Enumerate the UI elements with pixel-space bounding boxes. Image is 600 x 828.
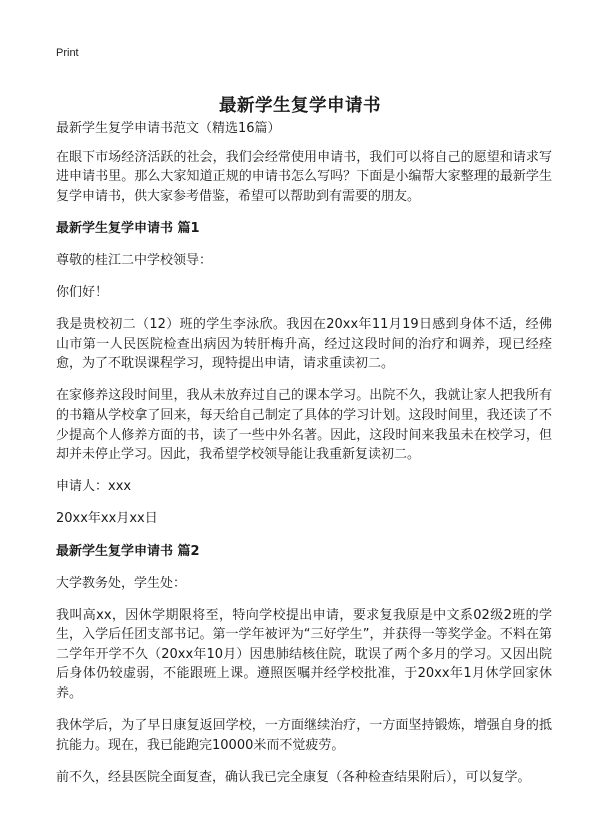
document-subtitle: 最新学生复学申请书范文（精选16篇）: [56, 121, 281, 136]
article-2-salutation: 大学教务处，学生处：: [56, 575, 187, 591]
print-label[interactable]: Print: [56, 47, 79, 59]
document-body: [56, 119, 552, 800]
article-1-applicant: 申请人：xxx: [56, 479, 132, 495]
article-1-paragraph-1: 我是贵校初二（12）班的学生李泳欣。我因在20xx年11月19日感到身体不适，经佛山市第一人民医院检查出病因为转肝梅升高，经过这段时间的治疗和调养，现已经痊愈，为了不耽误课程学习，现特提出申请，请求重读初二。: [56, 317, 552, 372]
article-2-paragraph-2: 我休学后，为了早日康复返回学校，一方面继续治疗，一方面坚持锻炼，增强自身的抵抗能力。现在，我已能跑完10000米而不觉疲劳。: [56, 718, 552, 753]
article-1-heading: 最新学生复学申请书 篇1: [56, 220, 200, 236]
intro-paragraph: 在眼下市场经济活跃的社会，我们会经常使用申请书，我们可以将自己的愿望和请求写进申请书里。那么大家知道正规的申请书怎么写吗？下面是小编帮大家整理的最新学生复学申请书，供大家参考借鉴，希望可以帮助到有需要的朋友。: [56, 149, 552, 204]
article-1: [56, 219, 552, 529]
article-2-heading: 最新学生复学申请书 篇2: [56, 543, 200, 559]
article-2-paragraph-3: 前不久，经县医院全面复查，确认我已完全康复（各种检查结果附后），可以复学。: [56, 769, 531, 785]
article-1-date: 20xx年xx月xx日: [56, 511, 158, 527]
article-2-paragraph-1: 我叫高xx，因休学期限将至，特向学校提出申请，要求复我原是中文系02级2班的学生，入学后任团支部书记。第一学年被评为“三好学生”，并获得一等奖学金。不料在第二学年开学不久（20xx年10月）因患肺结核住院，耽误了两个多月的学习。又因出院后身体仍较虚弱，不能跟班上课。遵照医嘱并经学校批准，于20xx年1月休学回家休养。: [56, 607, 552, 702]
page-title: 最新学生复学申请书: [219, 95, 381, 116]
article-1-paragraph-2: 在家修养这段时间里，我从未放弃过自己的课本学习。出院不久，我就让家人把我所有的书籍从学校拿了回来，每天给自己制定了具体的学习计划。这段时间里，我还读了不少提高个人修养方面的书，读了一些中外名著。因此，这段时间来我虽未在校学习，但却并未停止学习。因此，我希望学校领导能让我重新复读初二。: [56, 388, 552, 463]
article-1-greeting: 你们好！: [56, 285, 109, 301]
article-1-salutation: 尊敬的桂江二中学校领导：: [56, 252, 213, 268]
article-2: [56, 542, 552, 788]
